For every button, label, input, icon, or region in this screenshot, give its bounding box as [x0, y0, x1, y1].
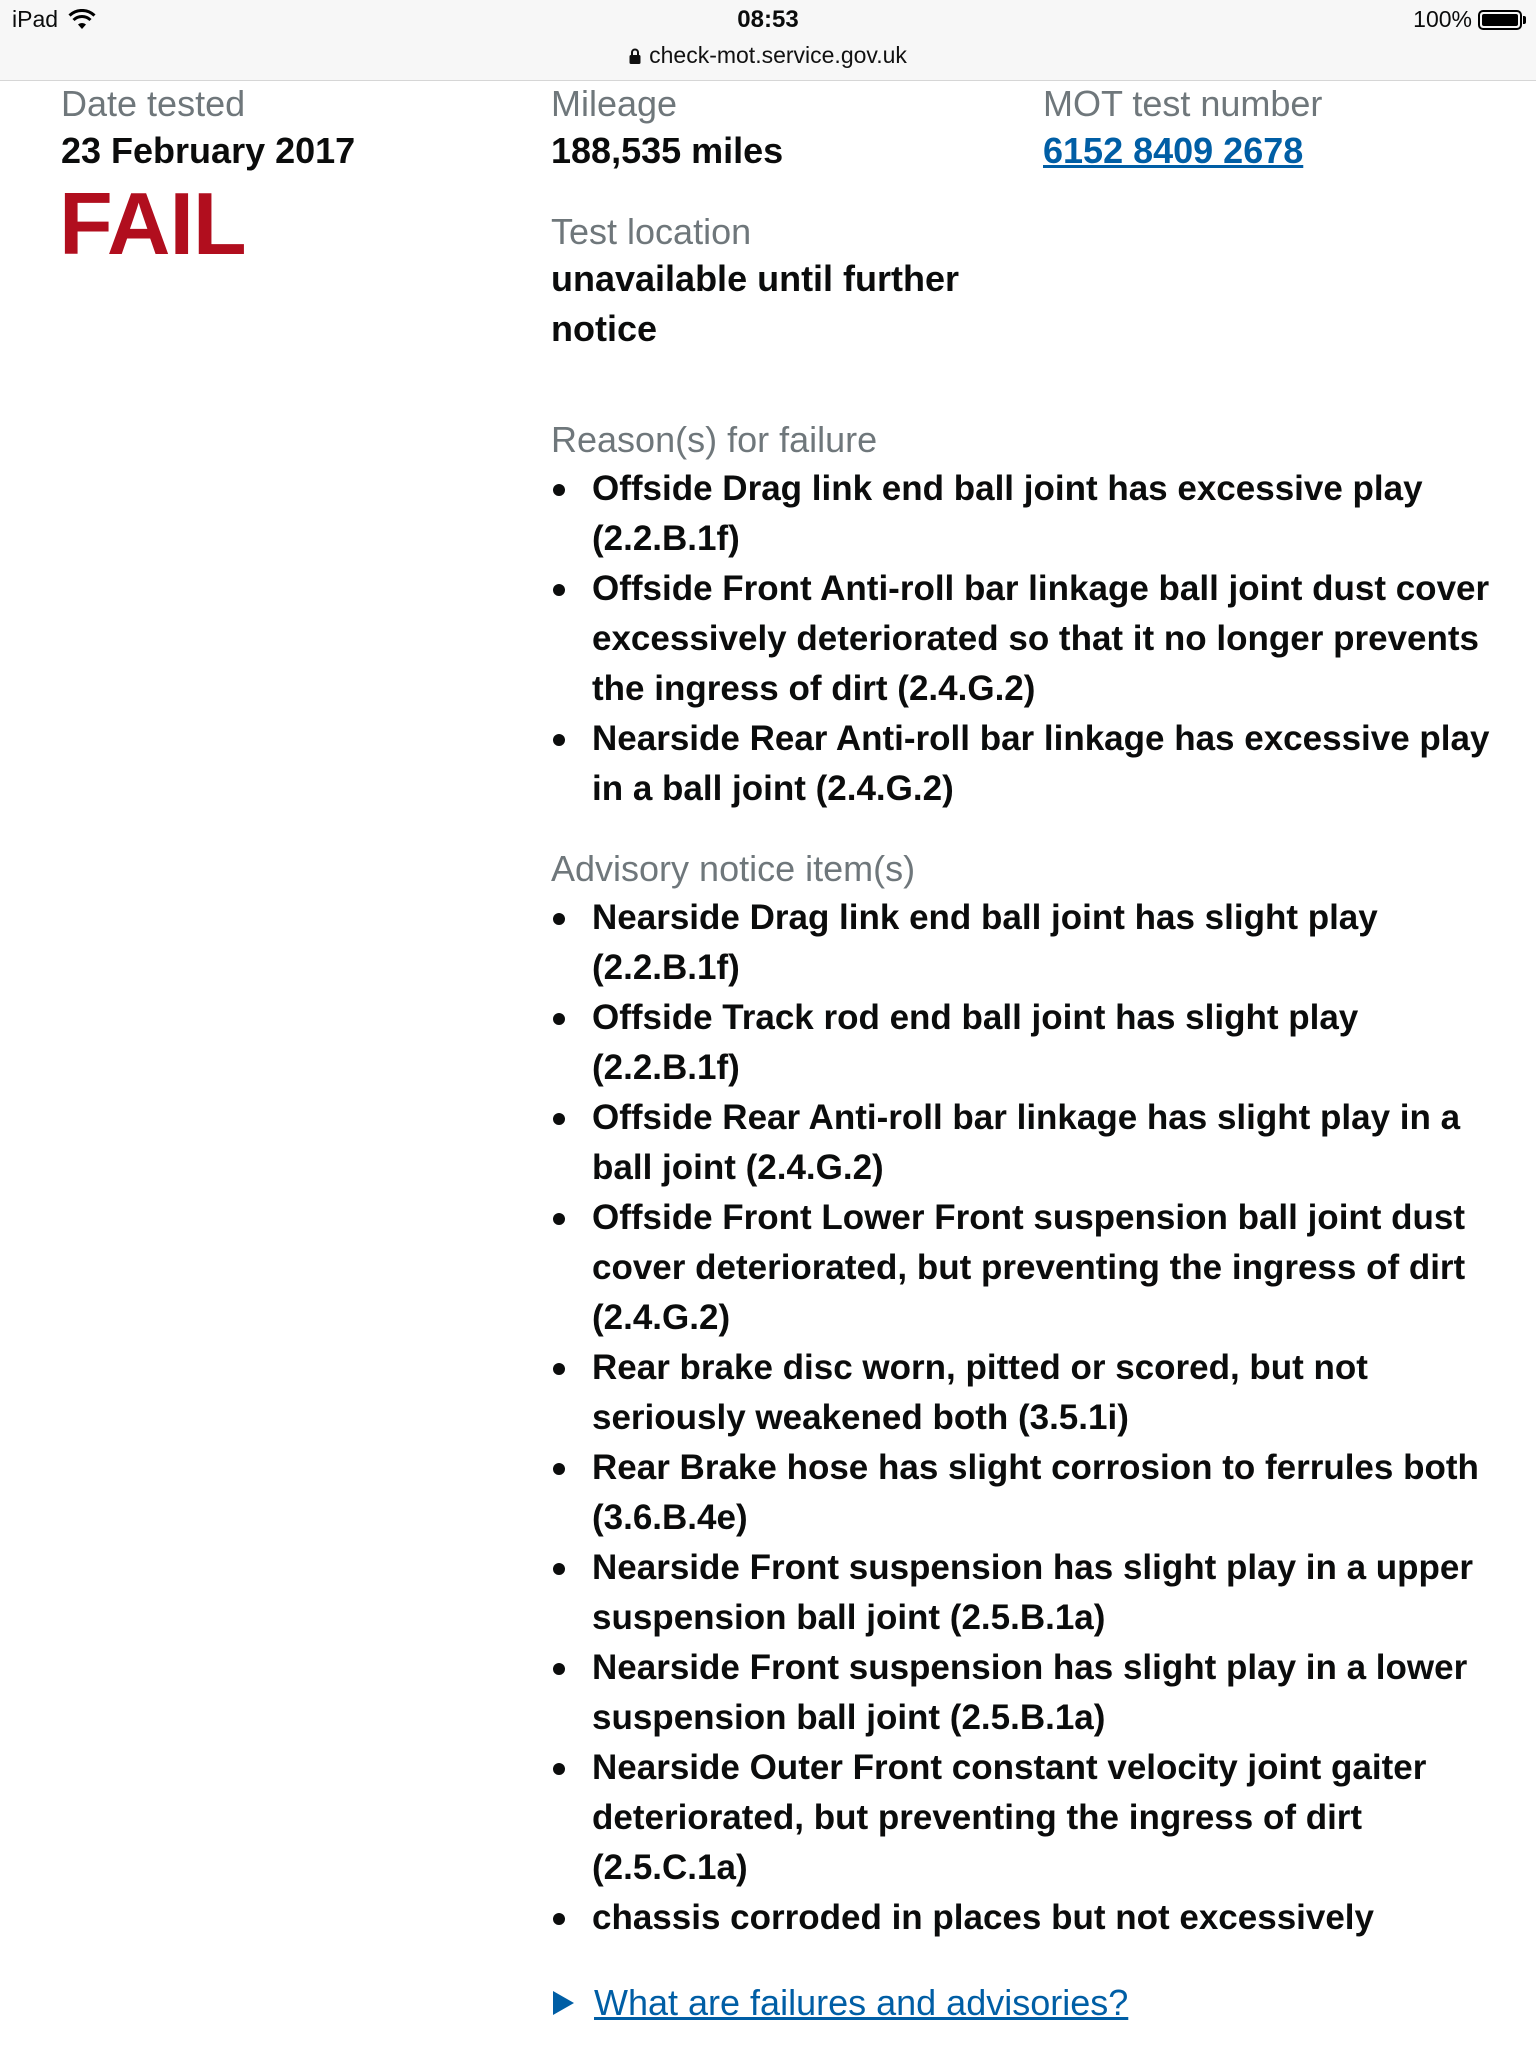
advisory-item: Nearside Front suspension has slight play in a lower suspension ball joint (2.5.B.1a) [551, 1643, 1511, 1743]
url-text: check-mot.service.gov.uk [649, 42, 907, 68]
test-location-label: Test location [551, 211, 752, 252]
failure-item: Offside Front Anti-roll bar linkage ball joint dust cover excessively deteriorated so that it no longer prevents the ingress of dirt (2.4.G.2) [551, 564, 1511, 714]
advisory-item: Nearside Front suspension has slight play in a upper suspension ball joint (2.5.B.1a) [551, 1543, 1511, 1643]
test-number-label: MOT test number [1043, 83, 1323, 124]
advisory-section [551, 847, 1511, 1943]
device-name: iPad [12, 6, 59, 32]
test-location-block [551, 210, 1031, 354]
mileage-label: Mileage [551, 83, 678, 124]
failures-advisories-link[interactable]: What are failures and advisories? [594, 1982, 1129, 2023]
date-tested-value: 23 February 2017 [61, 130, 356, 171]
advisory-item: Rear brake disc worn, pitted or scored, but not seriously weakened both (3.5.1i) [551, 1343, 1511, 1443]
disclosure-triangle-icon[interactable] [553, 1991, 574, 2015]
advisory-item: Offside Rear Anti-roll bar linkage has slight play in a ball joint (2.4.G.2) [551, 1093, 1511, 1193]
battery-percent: 100% [1413, 6, 1472, 32]
failure-list [551, 464, 1511, 814]
failure-heading: Reason(s) for failure [551, 419, 878, 460]
lock-icon [629, 48, 641, 64]
test-result: FAIL [59, 174, 246, 273]
test-number-block [1043, 82, 1513, 176]
date-tested-label: Date tested [61, 83, 246, 124]
test-number-link[interactable]: 6152 8409 2678 [1043, 130, 1304, 171]
advisory-item: Rear Brake hose has slight corrosion to ferrules both (3.6.B.4e) [551, 1443, 1511, 1543]
clock: 08:53 [737, 6, 799, 33]
advisory-heading: Advisory notice item(s) [551, 848, 916, 889]
advisory-item: Nearside Drag link end ball joint has slight play (2.2.B.1f) [551, 893, 1511, 993]
battery-indicator [1413, 6, 1522, 33]
date-tested-block [59, 82, 521, 273]
mileage-block [551, 82, 1011, 176]
battery-icon [1478, 10, 1522, 30]
advisory-item: Offside Track rod end ball joint has slight play (2.2.B.1f) [551, 993, 1511, 1093]
advisory-item: chassis corroded in places but not excessively [551, 1893, 1511, 1943]
advisory-list [551, 893, 1511, 1943]
test-location-value: unavailable until further notice [551, 258, 960, 349]
failure-item: Offside Drag link end ball joint has excessive play (2.2.B.1f) [551, 464, 1511, 564]
status-bar [0, 0, 1536, 81]
address-bar[interactable] [0, 42, 1536, 69]
mileage-value: 188,535 miles [551, 130, 784, 171]
failures-advisories-details[interactable] [551, 1978, 1128, 2028]
failure-item: Nearside Rear Anti-roll bar linkage has excessive play in a ball joint (2.4.G.2) [551, 714, 1511, 814]
failure-section [551, 418, 1511, 814]
advisory-item: Nearside Outer Front constant velocity joint gaiter deteriorated, but preventing the ingress of dirt (2.5.C.1a) [551, 1743, 1511, 1893]
advisory-item: Offside Front Lower Front suspension ball joint dust cover deteriorated, but preventing the ingress of dirt (2.4.G.2) [551, 1193, 1511, 1343]
